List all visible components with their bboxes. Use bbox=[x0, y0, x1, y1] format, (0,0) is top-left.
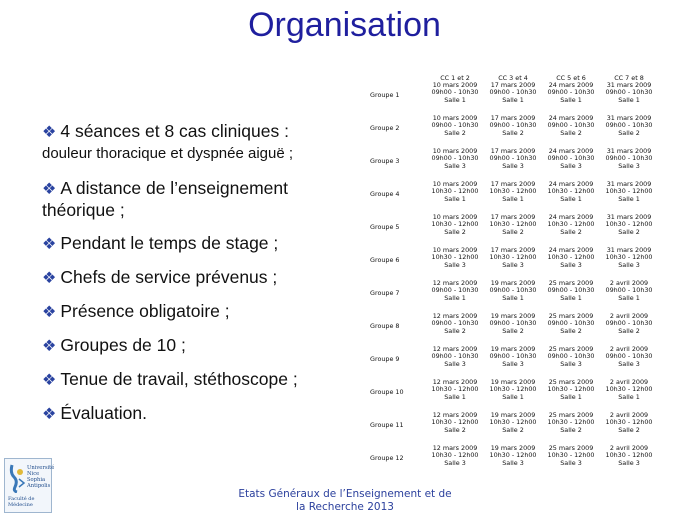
session-time: 09h00 - 10h30 bbox=[489, 121, 537, 130]
slide-footer: Etats Généraux de l’Enseignement et de la Recherche 2013 bbox=[238, 488, 452, 513]
session-room: Salle 2 bbox=[618, 227, 640, 236]
session-time: 10h30 - 12h00 bbox=[431, 220, 479, 229]
session-room: Salle 3 bbox=[444, 161, 466, 170]
session-date: 19 mars 2009 bbox=[490, 444, 536, 452]
schedule-cell bbox=[426, 148, 484, 170]
session-date: 12 mars 2009 bbox=[432, 378, 478, 386]
session-time: 10h30 - 12h00 bbox=[431, 253, 479, 262]
schedule-rows bbox=[366, 82, 666, 478]
session-time: 09h00 - 10h30 bbox=[489, 286, 537, 295]
schedule-header: CC 5 et 6 bbox=[556, 74, 586, 82]
bullet-item bbox=[42, 403, 362, 425]
session-room: Salle 1 bbox=[560, 95, 582, 104]
diamond-bullet-icon: ❖ bbox=[42, 181, 57, 198]
session-room: Salle 2 bbox=[502, 425, 524, 434]
schedule-cell bbox=[484, 346, 542, 368]
schedule-cell bbox=[542, 148, 600, 170]
session-time: 10h30 - 12h00 bbox=[489, 187, 537, 196]
session-time: 09h00 - 10h30 bbox=[489, 352, 537, 361]
session-time: 09h00 - 10h30 bbox=[547, 352, 595, 361]
schedule-cell bbox=[600, 379, 658, 401]
diamond-bullet-icon: ❖ bbox=[42, 338, 57, 355]
session-date: 17 mars 2009 bbox=[490, 246, 536, 254]
session-time: 10h30 - 12h00 bbox=[605, 253, 653, 262]
session-room: Salle 1 bbox=[560, 194, 582, 203]
schedule-cell bbox=[484, 247, 542, 269]
schedule-cell bbox=[600, 346, 658, 368]
bullet-text: Tenue de travail, stéthoscope ; bbox=[60, 369, 298, 389]
session-date: 31 mars 2009 bbox=[606, 147, 652, 155]
diamond-bullet-icon: ❖ bbox=[42, 406, 57, 423]
session-room: Salle 2 bbox=[444, 227, 466, 236]
group-label: Groupe 4 bbox=[370, 190, 400, 198]
schedule-row bbox=[366, 247, 666, 280]
schedule-header: CC 7 et 8 bbox=[614, 74, 644, 82]
diamond-bullet-icon: ❖ bbox=[42, 236, 57, 253]
group-label: Groupe 8 bbox=[370, 322, 400, 330]
schedule-cell bbox=[484, 313, 542, 335]
session-time: 09h00 - 10h30 bbox=[605, 286, 653, 295]
session-room: Salle 1 bbox=[618, 293, 640, 302]
session-date: 12 mars 2009 bbox=[432, 345, 478, 353]
session-date: 25 mars 2009 bbox=[548, 345, 594, 353]
session-time: 10h30 - 12h00 bbox=[547, 220, 595, 229]
session-date: 17 mars 2009 bbox=[490, 147, 536, 155]
group-label: Groupe 12 bbox=[370, 454, 404, 462]
schedule-cell bbox=[600, 214, 658, 236]
schedule-cell bbox=[600, 445, 658, 467]
session-room: Salle 3 bbox=[502, 458, 524, 467]
session-date: 19 mars 2009 bbox=[490, 411, 536, 419]
schedule-cell bbox=[600, 181, 658, 203]
schedule-cell bbox=[426, 214, 484, 236]
session-room: Salle 2 bbox=[502, 326, 524, 335]
group-label: Groupe 6 bbox=[370, 256, 400, 264]
group-label: Groupe 10 bbox=[370, 388, 404, 396]
schedule-cell bbox=[542, 181, 600, 203]
session-time: 09h00 - 10h30 bbox=[605, 319, 653, 328]
session-date: 31 mars 2009 bbox=[606, 81, 652, 89]
schedule-cell bbox=[542, 445, 600, 467]
session-date: 2 avril 2009 bbox=[609, 411, 649, 419]
session-time: 09h00 - 10h30 bbox=[431, 319, 479, 328]
session-room: Salle 3 bbox=[618, 260, 640, 269]
group-label: Groupe 5 bbox=[370, 223, 400, 231]
session-room: Salle 2 bbox=[502, 227, 524, 236]
session-time: 10h30 - 12h00 bbox=[489, 385, 537, 394]
session-date: 10 mars 2009 bbox=[432, 246, 478, 254]
session-date: 19 mars 2009 bbox=[490, 345, 536, 353]
session-time: 10h30 - 12h00 bbox=[547, 418, 595, 427]
session-date: 12 mars 2009 bbox=[432, 444, 478, 452]
bullet-item bbox=[42, 301, 362, 323]
group-label: Groupe 7 bbox=[370, 289, 400, 297]
session-room: Salle 3 bbox=[444, 359, 466, 368]
session-room: Salle 1 bbox=[560, 392, 582, 401]
session-date: 24 mars 2009 bbox=[548, 213, 594, 221]
session-room: Salle 3 bbox=[444, 458, 466, 467]
bullet-text: Pendant le temps de stage ; bbox=[60, 233, 279, 253]
schedule-cell bbox=[484, 280, 542, 302]
session-time: 10h30 - 12h00 bbox=[547, 385, 595, 394]
session-date: 2 avril 2009 bbox=[609, 312, 649, 320]
session-room: Salle 1 bbox=[502, 194, 524, 203]
session-room: Salle 1 bbox=[444, 194, 466, 203]
session-room: Salle 2 bbox=[444, 425, 466, 434]
schedule-cell bbox=[542, 379, 600, 401]
schedule-cell bbox=[426, 313, 484, 335]
session-date: 17 mars 2009 bbox=[490, 114, 536, 122]
bullet-item bbox=[42, 335, 362, 357]
session-date: 24 mars 2009 bbox=[548, 180, 594, 188]
schedule-cell bbox=[600, 115, 658, 137]
session-time: 09h00 - 10h30 bbox=[431, 88, 479, 97]
session-date: 19 mars 2009 bbox=[490, 312, 536, 320]
schedule-cell bbox=[484, 82, 542, 104]
bullet-text: Groupes de 10 ; bbox=[60, 335, 186, 355]
session-room: Salle 3 bbox=[444, 260, 466, 269]
schedule-cell bbox=[426, 412, 484, 434]
session-room: Salle 1 bbox=[502, 392, 524, 401]
session-time: 09h00 - 10h30 bbox=[431, 121, 479, 130]
session-room: Salle 1 bbox=[618, 194, 640, 203]
session-time: 09h00 - 10h30 bbox=[547, 286, 595, 295]
schedule-row bbox=[366, 313, 666, 346]
group-label: Groupe 3 bbox=[370, 157, 400, 165]
schedule-cell bbox=[542, 115, 600, 137]
group-label: Groupe 2 bbox=[370, 124, 400, 132]
session-date: 12 mars 2009 bbox=[432, 279, 478, 287]
session-time: 09h00 - 10h30 bbox=[605, 121, 653, 130]
slide-title: Organisation bbox=[248, 6, 441, 44]
session-time: 10h30 - 12h00 bbox=[547, 451, 595, 460]
session-date: 2 avril 2009 bbox=[609, 444, 649, 452]
schedule-cell bbox=[426, 280, 484, 302]
session-room: Salle 1 bbox=[560, 293, 582, 302]
schedule-cell bbox=[484, 412, 542, 434]
schedule-cell bbox=[600, 247, 658, 269]
session-time: 10h30 - 12h00 bbox=[489, 418, 537, 427]
bullet-item bbox=[42, 178, 362, 221]
session-time: 09h00 - 10h30 bbox=[547, 88, 595, 97]
session-room: Salle 2 bbox=[502, 128, 524, 137]
session-time: 09h00 - 10h30 bbox=[431, 352, 479, 361]
bullet-text: Chefs de service prévenus ; bbox=[60, 267, 278, 287]
session-date: 17 mars 2009 bbox=[490, 213, 536, 221]
schedule-row bbox=[366, 181, 666, 214]
bullet-text: 4 séances et 8 cas cliniques : bbox=[60, 121, 289, 141]
schedule-cell bbox=[426, 181, 484, 203]
schedule-cell bbox=[426, 445, 484, 467]
schedule-cell bbox=[426, 379, 484, 401]
diamond-bullet-icon: ❖ bbox=[42, 304, 57, 321]
session-time: 09h00 - 10h30 bbox=[605, 352, 653, 361]
session-room: Salle 1 bbox=[618, 95, 640, 104]
schedule-cell bbox=[542, 82, 600, 104]
schedule-header: CC 1 et 2 bbox=[440, 74, 470, 82]
session-room: Salle 1 bbox=[444, 95, 466, 104]
session-time: 10h30 - 12h00 bbox=[431, 385, 479, 394]
session-room: Salle 3 bbox=[560, 161, 582, 170]
session-date: 31 mars 2009 bbox=[606, 180, 652, 188]
session-time: 09h00 - 10h30 bbox=[547, 319, 595, 328]
schedule-cell bbox=[426, 346, 484, 368]
session-time: 09h00 - 10h30 bbox=[547, 121, 595, 130]
session-date: 31 mars 2009 bbox=[606, 246, 652, 254]
session-date: 10 mars 2009 bbox=[432, 81, 478, 89]
session-time: 09h00 - 10h30 bbox=[605, 154, 653, 163]
session-date: 31 mars 2009 bbox=[606, 114, 652, 122]
bullet-item bbox=[42, 233, 362, 255]
session-room: Salle 3 bbox=[560, 458, 582, 467]
bullet-text: A distance de l’enseignement théorique ; bbox=[42, 178, 288, 220]
session-date: 10 mars 2009 bbox=[432, 114, 478, 122]
schedule-cell bbox=[484, 445, 542, 467]
schedule-row bbox=[366, 379, 666, 412]
session-date: 2 avril 2009 bbox=[609, 279, 649, 287]
session-room: Salle 1 bbox=[444, 293, 466, 302]
schedule-row bbox=[366, 82, 666, 115]
schedule-cell bbox=[542, 412, 600, 434]
session-date: 25 mars 2009 bbox=[548, 279, 594, 287]
schedule-row bbox=[366, 346, 666, 379]
schedule-cell bbox=[542, 214, 600, 236]
group-label: Groupe 1 bbox=[370, 91, 400, 99]
bullet-item bbox=[42, 369, 362, 391]
session-date: 24 mars 2009 bbox=[548, 81, 594, 89]
session-time: 10h30 - 12h00 bbox=[489, 253, 537, 262]
session-time: 10h30 - 12h00 bbox=[431, 187, 479, 196]
schedule-cell bbox=[484, 115, 542, 137]
session-date: 12 mars 2009 bbox=[432, 411, 478, 419]
schedule-row bbox=[366, 445, 666, 478]
session-time: 10h30 - 12h00 bbox=[605, 385, 653, 394]
session-time: 10h30 - 12h00 bbox=[431, 418, 479, 427]
session-time: 09h00 - 10h30 bbox=[431, 286, 479, 295]
session-time: 09h00 - 10h30 bbox=[547, 154, 595, 163]
session-date: 25 mars 2009 bbox=[548, 378, 594, 386]
session-room: Salle 1 bbox=[444, 392, 466, 401]
session-time: 09h00 - 10h30 bbox=[489, 88, 537, 97]
schedule-cell bbox=[542, 313, 600, 335]
schedule-cell bbox=[600, 148, 658, 170]
session-date: 19 mars 2009 bbox=[490, 279, 536, 287]
session-room: Salle 1 bbox=[618, 392, 640, 401]
session-room: Salle 2 bbox=[560, 326, 582, 335]
session-time: 10h30 - 12h00 bbox=[489, 220, 537, 229]
schedule-cell bbox=[600, 313, 658, 335]
diamond-bullet-icon: ❖ bbox=[42, 124, 57, 141]
session-time: 09h00 - 10h30 bbox=[605, 88, 653, 97]
bullet-text: Présence obligatoire ; bbox=[60, 301, 230, 321]
session-date: 12 mars 2009 bbox=[432, 312, 478, 320]
bullet-item bbox=[42, 121, 362, 164]
session-date: 31 mars 2009 bbox=[606, 213, 652, 221]
group-label: Groupe 11 bbox=[370, 421, 404, 429]
schedule-cell bbox=[600, 280, 658, 302]
schedule-row bbox=[366, 148, 666, 181]
session-room: Salle 2 bbox=[560, 227, 582, 236]
schedule-row bbox=[366, 280, 666, 313]
session-room: Salle 2 bbox=[618, 326, 640, 335]
session-date: 17 mars 2009 bbox=[490, 81, 536, 89]
session-room: Salle 3 bbox=[502, 359, 524, 368]
session-time: 10h30 - 12h00 bbox=[489, 451, 537, 460]
session-date: 10 mars 2009 bbox=[432, 180, 478, 188]
schedule-cell bbox=[542, 346, 600, 368]
session-date: 10 mars 2009 bbox=[432, 213, 478, 221]
session-date: 2 avril 2009 bbox=[609, 345, 649, 353]
session-date: 17 mars 2009 bbox=[490, 180, 536, 188]
schedule-table bbox=[366, 74, 666, 478]
session-room: Salle 1 bbox=[502, 293, 524, 302]
session-room: Salle 3 bbox=[618, 458, 640, 467]
session-date: 24 mars 2009 bbox=[548, 246, 594, 254]
schedule-cell bbox=[542, 280, 600, 302]
session-time: 10h30 - 12h00 bbox=[431, 451, 479, 460]
session-room: Salle 3 bbox=[560, 359, 582, 368]
schedule-cell bbox=[542, 247, 600, 269]
schedule-cell bbox=[484, 181, 542, 203]
university-logo: Université Nice Sophia Antipolis Faculté de Médecine bbox=[4, 458, 52, 513]
schedule-cell bbox=[600, 82, 658, 104]
session-date: 24 mars 2009 bbox=[548, 147, 594, 155]
schedule-cell bbox=[484, 214, 542, 236]
session-room: Salle 2 bbox=[618, 425, 640, 434]
session-time: 10h30 - 12h00 bbox=[605, 187, 653, 196]
session-time: 10h30 - 12h00 bbox=[605, 418, 653, 427]
session-date: 25 mars 2009 bbox=[548, 312, 594, 320]
schedule-header: CC 3 et 4 bbox=[498, 74, 528, 82]
session-time: 10h30 - 12h00 bbox=[605, 451, 653, 460]
bullet-subtext: douleur thoracique et dyspnée aiguë ; bbox=[42, 145, 294, 162]
group-label: Groupe 9 bbox=[370, 355, 400, 363]
university-logo-icon bbox=[9, 463, 27, 493]
schedule-cell bbox=[426, 247, 484, 269]
session-room: Salle 2 bbox=[444, 326, 466, 335]
session-room: Salle 2 bbox=[560, 128, 582, 137]
session-room: Salle 3 bbox=[618, 359, 640, 368]
session-date: 24 mars 2009 bbox=[548, 114, 594, 122]
session-room: Salle 2 bbox=[444, 128, 466, 137]
schedule-cell bbox=[600, 412, 658, 434]
schedule-cell bbox=[426, 82, 484, 104]
session-room: Salle 2 bbox=[560, 425, 582, 434]
schedule-row bbox=[366, 412, 666, 445]
session-time: 10h30 - 12h00 bbox=[605, 220, 653, 229]
session-time: 10h30 - 12h00 bbox=[547, 187, 595, 196]
session-room: Salle 3 bbox=[560, 260, 582, 269]
session-date: 25 mars 2009 bbox=[548, 411, 594, 419]
session-date: 19 mars 2009 bbox=[490, 378, 536, 386]
schedule-row bbox=[366, 214, 666, 247]
session-time: 09h00 - 10h30 bbox=[489, 154, 537, 163]
session-date: 25 mars 2009 bbox=[548, 444, 594, 452]
session-room: Salle 3 bbox=[618, 161, 640, 170]
bullet-text: Évaluation. bbox=[60, 403, 147, 423]
session-time: 09h00 - 10h30 bbox=[431, 154, 479, 163]
session-date: 2 avril 2009 bbox=[609, 378, 649, 386]
session-room: Salle 1 bbox=[502, 95, 524, 104]
session-date: 10 mars 2009 bbox=[432, 147, 478, 155]
bullet-list bbox=[42, 121, 362, 437]
schedule-cell bbox=[484, 379, 542, 401]
session-room: Salle 2 bbox=[618, 128, 640, 137]
session-room: Salle 3 bbox=[502, 161, 524, 170]
diamond-bullet-icon: ❖ bbox=[42, 270, 57, 287]
schedule-row bbox=[366, 115, 666, 148]
diamond-bullet-icon: ❖ bbox=[42, 372, 57, 389]
session-room: Salle 3 bbox=[502, 260, 524, 269]
schedule-cell bbox=[426, 115, 484, 137]
session-time: 09h00 - 10h30 bbox=[489, 319, 537, 328]
session-time: 10h30 - 12h00 bbox=[547, 253, 595, 262]
bullet-item bbox=[42, 267, 362, 289]
schedule-cell bbox=[484, 148, 542, 170]
